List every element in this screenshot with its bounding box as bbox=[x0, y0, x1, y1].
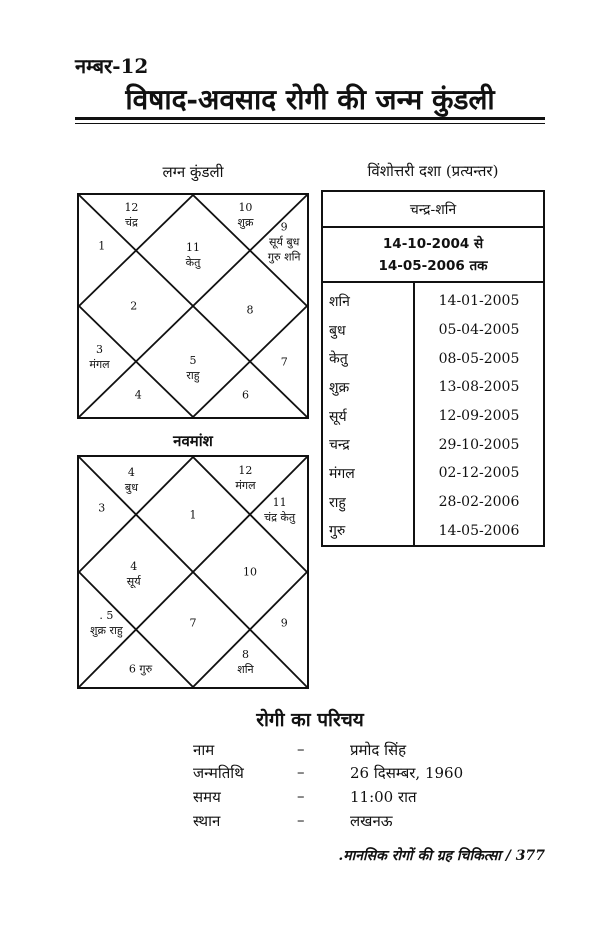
dasha-planet: बुध bbox=[322, 316, 414, 345]
house-6 bbox=[130, 299, 137, 314]
dasha-period: चन्द्र-शनि bbox=[322, 191, 544, 227]
dasha-date: 12-09-2005 bbox=[414, 402, 544, 431]
house-8 bbox=[90, 608, 123, 638]
house-number: 4 bbox=[130, 560, 138, 574]
house-number: 10 bbox=[243, 565, 257, 579]
house-11 bbox=[129, 661, 152, 676]
house-3 bbox=[186, 240, 201, 270]
house-number: 2 bbox=[130, 299, 138, 313]
house-planets: मंगल bbox=[89, 358, 110, 372]
house-planets: राहु bbox=[186, 369, 200, 383]
house-2 bbox=[98, 239, 105, 254]
dasha-date: 08-05-2005 bbox=[414, 344, 544, 373]
dasha-date: 28-02-2006 bbox=[414, 488, 544, 517]
house-number: 11 bbox=[186, 240, 200, 254]
house-planets: शुक्र राहु bbox=[90, 623, 123, 637]
house-11 bbox=[135, 387, 142, 402]
dasha-date: 14-05-2006 bbox=[414, 517, 544, 547]
dasha-date: 05-04-2005 bbox=[414, 316, 544, 345]
house-1 bbox=[125, 465, 138, 495]
house-number: 8 bbox=[241, 647, 249, 661]
dasha-planet: गुरु bbox=[322, 517, 414, 547]
house-number: 9 bbox=[280, 616, 288, 630]
house-12 bbox=[237, 647, 253, 677]
dasha-planet: शनि bbox=[322, 282, 414, 316]
patient-separator: – bbox=[297, 740, 305, 758]
patient-value: 11:00 रात bbox=[350, 788, 417, 806]
dasha-row bbox=[322, 430, 544, 459]
house-planets: चंद्र केतु bbox=[264, 510, 296, 524]
house-planets: गुरु शनि bbox=[267, 250, 301, 264]
dasha-date: 02-12-2005 bbox=[414, 459, 544, 488]
dasha-date: 13-08-2005 bbox=[414, 373, 544, 402]
house-planets: चंद्र bbox=[125, 215, 138, 229]
house-planets: मंगल bbox=[235, 478, 256, 492]
house-12 bbox=[242, 387, 249, 402]
chart-number: नम्बर-12 bbox=[75, 54, 149, 78]
house-9 bbox=[186, 353, 199, 383]
navamsha-caption: नवमांश bbox=[173, 432, 213, 450]
house-number: 4 bbox=[127, 466, 135, 479]
dasha-caption: विंशोत्तरी दशा (प्रत्यन्तर) bbox=[367, 162, 499, 180]
house-5 bbox=[264, 495, 295, 525]
house-number: 12 bbox=[124, 200, 139, 214]
house-number: 3 bbox=[96, 343, 104, 357]
dasha-row bbox=[322, 488, 544, 517]
house-number: 7 bbox=[280, 355, 288, 368]
dasha-planet: केतु bbox=[322, 344, 414, 373]
patient-label: नाम bbox=[193, 741, 215, 759]
chart-lines bbox=[79, 457, 307, 687]
house-planets: केतु bbox=[185, 255, 201, 269]
title-rule-thick bbox=[75, 117, 545, 120]
house-number: 1 bbox=[98, 239, 106, 253]
house-10 bbox=[281, 615, 288, 630]
page-title: विषाद-अवसाद रोगी की जन्म कुंडली bbox=[125, 83, 495, 116]
house-10 bbox=[281, 354, 288, 369]
house-8 bbox=[89, 342, 109, 372]
house-number: . 5 bbox=[99, 608, 114, 622]
patient-label: जन्मतिथि bbox=[193, 764, 244, 782]
house-3 bbox=[190, 507, 197, 522]
lagna-caption: लग्न कुंडली bbox=[162, 163, 224, 181]
dasha-row bbox=[322, 402, 544, 431]
dasha-date: 29-10-2005 bbox=[414, 430, 544, 459]
patient-value: प्रमोद सिंह bbox=[350, 741, 407, 759]
house-number: 5 bbox=[189, 354, 197, 368]
house-7 bbox=[247, 303, 254, 318]
dasha-planet: राहु bbox=[322, 488, 414, 517]
house-number: 6 bbox=[241, 388, 249, 402]
patient-value: लखनऊ bbox=[350, 812, 393, 830]
house-9 bbox=[190, 615, 197, 630]
dasha-planet: चन्द्र bbox=[322, 430, 414, 459]
house-planets: सूर्य bbox=[126, 575, 141, 589]
house-1 bbox=[124, 200, 138, 230]
dasha-row bbox=[322, 459, 544, 488]
dasha-from: 14-10-2004 से bbox=[382, 235, 484, 252]
house-number: 8 bbox=[246, 303, 254, 317]
dasha-row bbox=[322, 517, 544, 547]
house-7 bbox=[243, 565, 257, 580]
house-number: 7 bbox=[189, 616, 197, 630]
house-2 bbox=[98, 500, 105, 515]
house-6 bbox=[127, 559, 141, 589]
house-4 bbox=[235, 463, 255, 493]
dasha-planet: सूर्य bbox=[322, 402, 414, 431]
patient-separator: – bbox=[297, 787, 305, 805]
house-4 bbox=[237, 200, 253, 230]
house-planets: सूर्य बुध bbox=[269, 235, 300, 249]
house-number: 10 bbox=[238, 200, 253, 214]
patient-separator: – bbox=[297, 811, 305, 829]
patient-label: स्थान bbox=[193, 812, 221, 830]
patient-separator: – bbox=[297, 763, 305, 781]
house-number: 4 bbox=[134, 388, 142, 402]
house-number: 12 bbox=[238, 463, 253, 477]
house-number: 9 bbox=[280, 220, 288, 234]
house-planets: शनि bbox=[237, 662, 254, 676]
dasha-row bbox=[322, 282, 544, 316]
dasha-range bbox=[322, 227, 544, 282]
house-number: 6 गुरु bbox=[128, 662, 153, 676]
patient-label: समय bbox=[193, 788, 221, 806]
dasha-planet: शुक्र bbox=[322, 373, 414, 402]
dasha-to: 14-05-2006 तक bbox=[378, 257, 488, 274]
house-planets: बुध bbox=[124, 481, 138, 494]
dasha-planet: मंगल bbox=[322, 459, 414, 488]
lagna-chart bbox=[77, 193, 309, 419]
house-5 bbox=[268, 219, 301, 264]
page-footer: .मानसिक रोगों की ग्रह चिकित्सा / 377 bbox=[338, 848, 545, 864]
dasha-row bbox=[322, 316, 544, 345]
house-number: 1 bbox=[189, 508, 197, 521]
title-rule-thin bbox=[75, 123, 545, 124]
patient-title: रोगी का परिचय bbox=[256, 709, 364, 731]
dasha-row bbox=[322, 344, 544, 373]
dasha-date: 14-01-2005 bbox=[414, 282, 544, 316]
house-number: 11 bbox=[272, 495, 287, 509]
dasha-table bbox=[321, 190, 545, 547]
house-planets: शुक्र bbox=[237, 215, 254, 229]
navamsha-chart bbox=[77, 455, 309, 689]
house-number: 3 bbox=[98, 501, 106, 515]
patient-value: 26 दिसम्बर, 1960 bbox=[350, 764, 464, 782]
dasha-row bbox=[322, 373, 544, 402]
